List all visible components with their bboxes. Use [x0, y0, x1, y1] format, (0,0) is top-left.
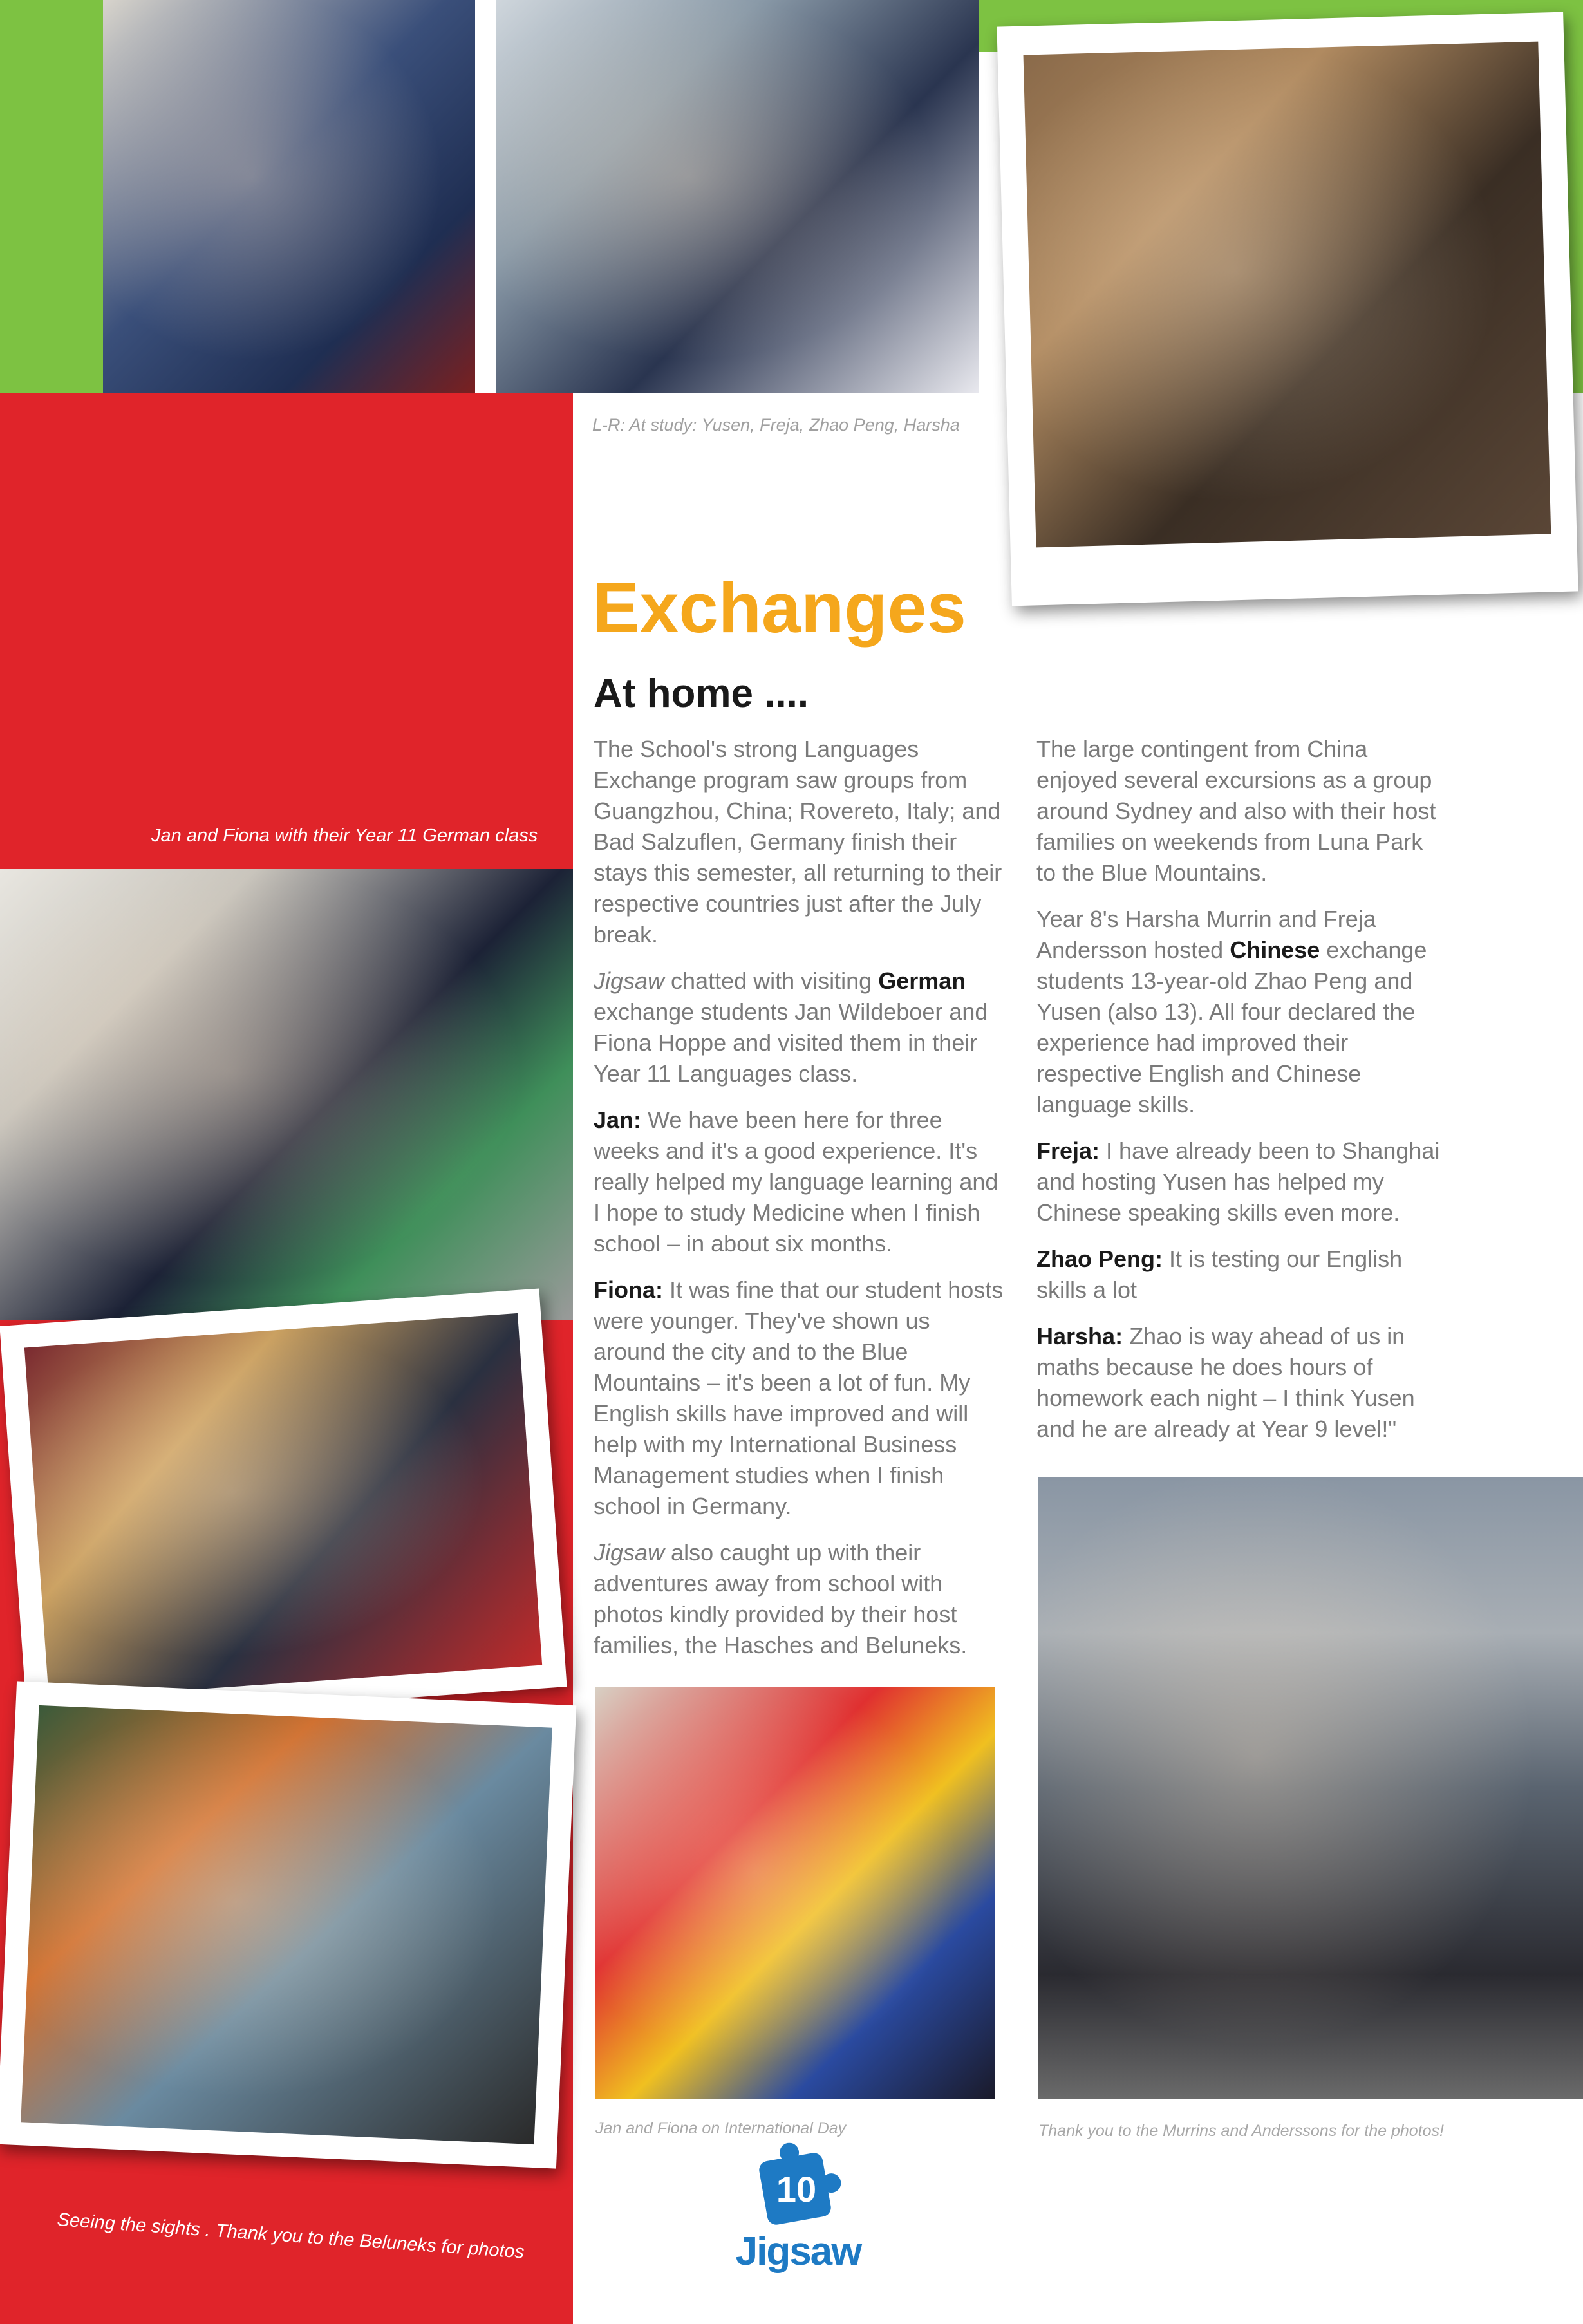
- paragraph: Jan: We have been here for three weeks and it's a good experience. It's really helped my language learning and I hope to study Medicine when I finish school – in about six months.: [594, 1107, 998, 1257]
- photo-students-at-study: [496, 0, 979, 393]
- caption-thanks-murrins: Thank you to the Murrins and Anderssons for the photos!: [1038, 2122, 1444, 2140]
- logo-number: 10: [776, 2169, 817, 2209]
- photo-german-class: [0, 869, 573, 1320]
- article-left-column: [594, 734, 1006, 1676]
- paragraph: The large contingent from China enjoyed several excursions as a group around Sydney and also with their host families on weekends from Luna Park to the Blue Mountains.: [1036, 736, 1436, 886]
- caption-german-class: Jan and Fiona with their Year 11 German class: [151, 825, 538, 846]
- green-band-left: [0, 0, 103, 393]
- photo-international-day: [595, 1687, 995, 2099]
- paragraph: Year 8's Harsha Murrin and Freja Andersson hosted Chinese exchange students 13-year-old Zhao Peng and Yusen (also 13). All four declared the experience had improved their respective English and Chinese language skills.: [1036, 906, 1427, 1118]
- photo-blue-mountains: [1038, 1477, 1583, 2099]
- framed-photo-bus: [0, 1288, 567, 1724]
- paragraph: Harsha: Zhao is way ahead of us in maths because he does hours of homework each night – I think Yusen and he are already at Year 9 level!": [1036, 1323, 1415, 1442]
- photo-group-outdoors: [21, 1705, 552, 2144]
- photo-girls-sandstone-columns: [1024, 42, 1551, 548]
- caption-international-day: Jan and Fiona on International Day: [595, 2119, 847, 2137]
- photo-on-the-bus: [24, 1313, 542, 1700]
- paragraph: Freja: I have already been to Shanghai and hosting Yusen has helped my Chinese speaking skills even more.: [1036, 1138, 1440, 1226]
- paragraph: Zhao Peng: It is testing our English skills a lot: [1036, 1246, 1403, 1303]
- paragraph: Fiona: It was fine that our student hosts were younger. They've shown us around the city and to the Blue Mountains – it's been a lot of fun. My English skills have improved and will help with my International Business Management studies when I finish school in Germany.: [594, 1277, 1004, 1519]
- paragraph: Jigsaw also caught up with their adventures away from school with photos kindly provided by their host families, the Hasches and Beluneks.: [594, 1539, 968, 1658]
- paragraph: The School's strong Languages Exchange program saw groups from Guangzhou, China; Rovereto, Italy; and Bad Salzuflen, Germany finish their stays this semester, all returning to their respective countries just after the July break.: [594, 736, 1002, 948]
- caption-at-study: L-R: At study: Yusen, Freja, Zhao Peng, Harsha: [592, 415, 960, 435]
- paragraph: Jigsaw chatted with visiting German exchange students Jan Wildeboer and Fiona Hoppe and visited them in their Year 11 Languages class.: [594, 968, 988, 1087]
- article-title: Exchanges: [592, 568, 966, 648]
- article-right-column: [1036, 734, 1448, 1460]
- photo-girls-at-desk: [103, 0, 475, 393]
- framed-photo-sandstone: [997, 12, 1578, 606]
- framed-photo-outdoors: [0, 1681, 576, 2168]
- caption-sights: Seeing the sights . Thank you to the Beluneks for photos: [56, 2209, 525, 2263]
- logo-name: Jigsaw: [735, 2229, 861, 2274]
- jigsaw-logo: [731, 2150, 866, 2285]
- article-subtitle: At home ....: [594, 671, 809, 716]
